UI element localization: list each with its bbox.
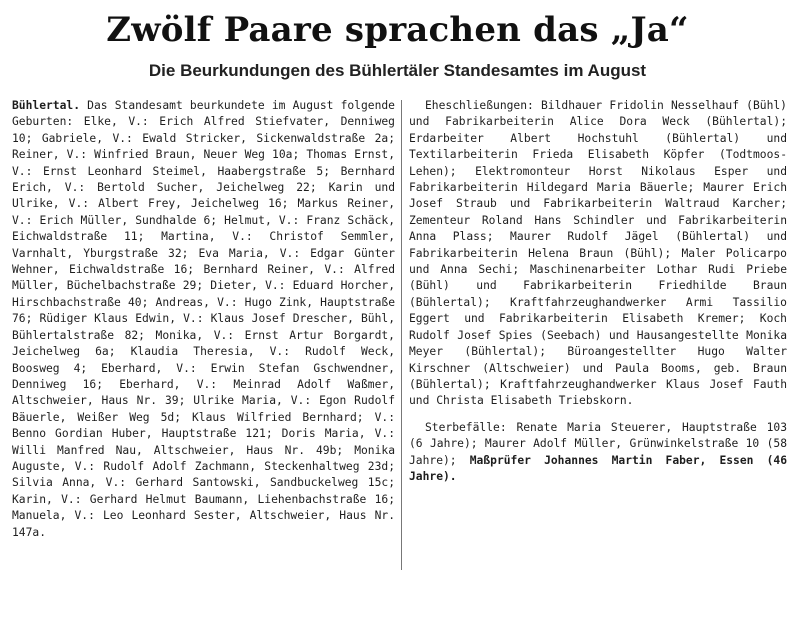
- deaths-text-bold: Maßprüfer Johannes Martin Faber, Essen (46 Jahre).: [409, 453, 787, 483]
- deaths-text: Sterbefälle: Renate Maria Steuerer, Hauptstraße 103 (6 Jahre); Maurer Adolf Müller, Grünwinkelstraße 10 (58 Jahre);: [409, 420, 787, 467]
- headline: Zwölf Paare sprachen das „Ja“: [106, 10, 689, 50]
- dateline: Bühlertal.: [12, 99, 81, 112]
- column-right: [409, 98, 787, 485]
- marriages-paragraph: Eheschließungen: Bildhauer Fridolin Nesselhauf (Bühl) und Fabrikarbeiterin Alice Dora Weck (Bühlertal); Erdarbeiter Albert Hochstuhl (Bühlertal) und Textilarbeiterin Frieda Elisabeth Köpfer (Todtmoos-Lehen); Elektromonteur Horst Nikolaus Esper und Fabrikarbeiterin Hildegard Maria Bäuerle; Maurer Erich Josef Straub und Fabrikarbeiterin Waltraud Karcher; Zementeur Roland Hans Schindler und Fabrikarbeiterin Anna Plass; Maurer Rudolf Jägel (Bühlertal) und Fabrikarbeiterin Helena Braun (Bühl); Maler Policarpo und Anna Sechi; Maschinenarbeiter Lothar Rudi Priebe (Bühl) und Fabrikarbeiterin Friedhilde Braun (Bühlertal); Kraftfahrzeughandwerker Armi Tassilio Eggert und Fabrikarbeiterin Elisabeth Kremer; Koch Rudolf Josef Spies (Seebach) und Hausangestellte Monika Meyer (Bühlertal); Büroangestellter Hugo Walter Kirschner (Altschweier) und Paula Booms, geb. Braun (Bühlertal); Kraftfahrzeughandwerker Klaus Josef Fauth und Christa Elisabeth Triebskorn.: [409, 99, 787, 408]
- subheadline: Die Beurkundungen des Bühlertäler Standesamtes im August: [148, 61, 647, 80]
- births-text: Das Standesamt beurkundete im August folgende Geburten: Elke, V.: Erich Alfred Stiefvater, Denniweg 10; Gabriele, V.: Ewald Stricker, Sickenwaldstraße 2a; Reiner, V.: Winfried Braun, Neuer Weg 10a; Thomas Ernst, V.: Ernst Leonhard Steimel, Haabergstraße 5; Bernhard Erich, V.: Bertold Sucher, Jeichelweg 22; Karin und Ulrike, V.: Albert Frey, Jeichelweg 16; Markus Reiner, V.: Erich Müller, Sundhalde 6; Helmut, V.: Franz Schäck, Eichwaldstraße 11; Martina, V.: Christof Semmler, Varnhalt, Yburgstraße 32; Eva Maria, V.: Edgar Günter Wehner, Eichwaldstraße 16; Bernhard Reiner, V.: Alfred Müller, Büchelbachstraße 29; Dieter, V.: Eduard Horcher, Hirschbachstraße 40; Andreas, V.: Hugo Zink, Hauptstraße 76; Rüdiger Klaus Edwin, V.: Klaus Josef Drescher, Bühl, Bühlertalstraße 82; Monika, V.: Ernst Artur Borgardt, Jeichelweg 6a; Klaudia Theresia, V.: Rudolf Weck, Boosweg 4; Eberhard, V.: Erwin Stefan Gschwendner, Denniweg 16; Eberhard, V.: Meinrad Adolf Waßmer, Altschweier, Haus Nr. 39; Ulrike Maria, V.: Egon Rudolf Bäuerle, Weißer Weg 5d; Klaus Wilfried Bernhard; V.: Benno Gordian Huber, Hauptstraße 121; Doris Maria, V.: Willi Manfred Nau, Altschweier, Haus Nr. 49b; Monika Auguste, V.: Rudolf Adolf Zachmann, Steckenhaltweg 23d; Silvia Anna, V.: Gerhard Santowski, Sandbuckelweg 15c; Karin, V.: Gerhard Helmut Baumann, Liehenbachstraße 16; Manuela, V.: Leo Leonhard Sester, Altschweier, Haus Nr. 147a.: [12, 99, 395, 539]
- column-left: [12, 98, 395, 541]
- column-divider: [401, 100, 402, 570]
- deaths-paragraph: [409, 420, 787, 486]
- births-paragraph: [12, 98, 395, 541]
